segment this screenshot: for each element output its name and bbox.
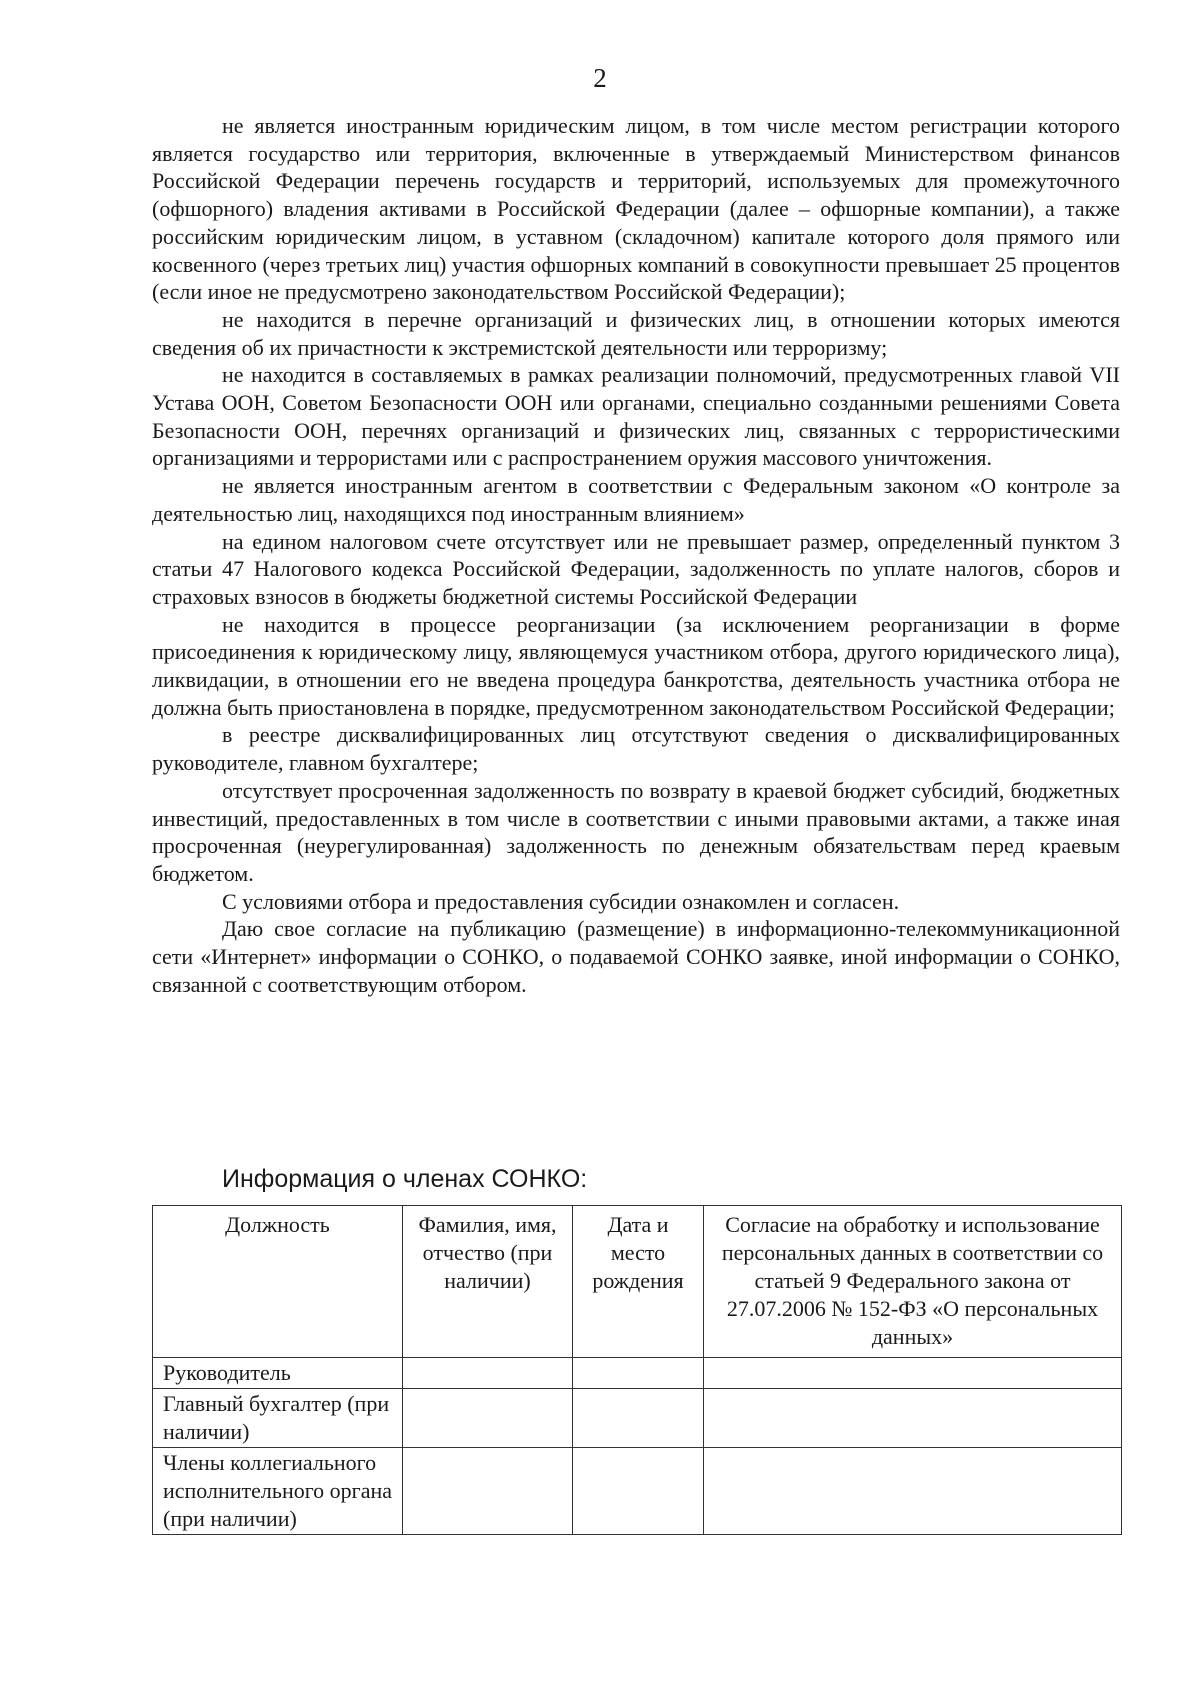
table-row — [153, 1389, 1122, 1448]
paragraph-publication-consent: Даю свое согласие на публикацию (размещение) в информационно-телекоммуникационной сети «Интернет» информации о СОНКО, о подаваемой СОНКО заявке, иной информации о СОНКО, связанной с соответствующим отбором. — [152, 916, 1120, 997]
full-name-cell — [403, 1358, 573, 1389]
role-cell: Члены коллегиального исполнительного органа (при наличии) — [153, 1448, 403, 1535]
full-name-cell — [403, 1448, 573, 1535]
members-table — [152, 1205, 1122, 1535]
birth-cell — [573, 1448, 704, 1535]
role-cell: Руководитель — [153, 1358, 403, 1389]
full-name-cell — [403, 1389, 573, 1448]
consent-cell — [704, 1389, 1122, 1448]
paragraph-offshore: не является иностранным юридическим лицом, в том числе местом регистрации которого является государство или территория, включенные в утверждаемый Министерством финансов Российской Федерации перечень государств и территорий, используемых для промежуточного (офшорного) владения активами в Российской Федерации (далее – офшорные компании), а также российским юридическим лицом, в уставном (складочном) капитале которого доля прямого или косвенного (через третьих лиц) участия офшорных компаний в совокупности превышает 25 процентов (если иное не предусмотрено законодательством Российской Федерации); — [152, 113, 1120, 305]
header-birth: Дата и место рождения — [573, 1206, 704, 1358]
header-full-name: Фамилия, имя, отчество (при наличии) — [403, 1206, 573, 1358]
page-number: 2 — [593, 63, 607, 93]
table-row — [153, 1358, 1122, 1389]
paragraph-foreign-agent: не является иностранным агентом в соответствии с Федеральным законом «О контроле за деятельностью лиц, находящихся под иностранным влиянием» — [152, 473, 1120, 526]
paragraph-extremism: не находится в перечне организаций и физических лиц, в отношении которых имеются сведения об их причастности к экстремистской деятельности или терроризму; — [152, 306, 1120, 360]
consent-cell — [704, 1358, 1122, 1389]
paragraph-disqualified: в реестре дисквалифицированных лиц отсутствуют сведения о дисквалифицированных руководителе, главном бухгалтере; — [152, 722, 1120, 776]
paragraph-un-lists: не находится в составляемых в рамках реализации полномочий, предусмотренных главой VII Устава ООН, Советом Безопасности ООН или органами, специально созданными решениями Совета Безопасности ООН, перечнях организаций и физических лиц, связанных с террористическими организациями и террористами или с распространением оружия массового уничтожения. — [152, 362, 1120, 471]
paragraph-overdue-debt: отсутствует просроченная задолженность по возврату в краевой бюджет субсидий, бюджетных инвестиций, предоставленных в том числе в соответствии с иными правовыми актами, а также иная просроченная (неурегулированная) задолженность по денежным обязательствам перед краевым бюджетом. — [152, 777, 1120, 886]
birth-cell — [573, 1389, 704, 1448]
birth-cell — [573, 1358, 704, 1389]
paragraph-agreement: С условиями отбора и предоставления субсидии ознакомлен и согласен. — [222, 888, 900, 914]
paragraph-reorganization: не находится в процессе реорганизации (за исключением реорганизации в форме присоединения к юридическому лицу, являющемуся участником отбора, другого юридического лица), ликвидации, в отношении его не введена процедура банкротства, деятельность участника отбора не должна быть приостановлена в порядке, предусмотренном законодательством Российской Федерации; — [152, 611, 1120, 720]
table-header-row — [153, 1206, 1122, 1358]
role-cell: Главный бухгалтер (при наличии) — [153, 1389, 403, 1448]
header-consent: Согласие на обработку и использование персональных данных в соответствии со статьей 9 Федерального закона от 27.07.2006 № 152-ФЗ «О персональных данных» — [704, 1206, 1122, 1358]
consent-cell — [704, 1448, 1122, 1535]
table-row — [153, 1448, 1122, 1535]
paragraph-tax-debt: на едином налоговом счете отсутствует или не превышает размер, определенный пунктом 3 статьи 47 Налогового кодекса Российской Федерации, задолженность по уплате налогов, сборов и страховых взносов в бюджеты бюджетной системы Российской Федерации — [152, 528, 1120, 609]
body-text — [152, 112, 1120, 999]
header-position: Должность — [153, 1206, 403, 1358]
table-heading: Информация о членах СОНКО: — [222, 1165, 588, 1193]
